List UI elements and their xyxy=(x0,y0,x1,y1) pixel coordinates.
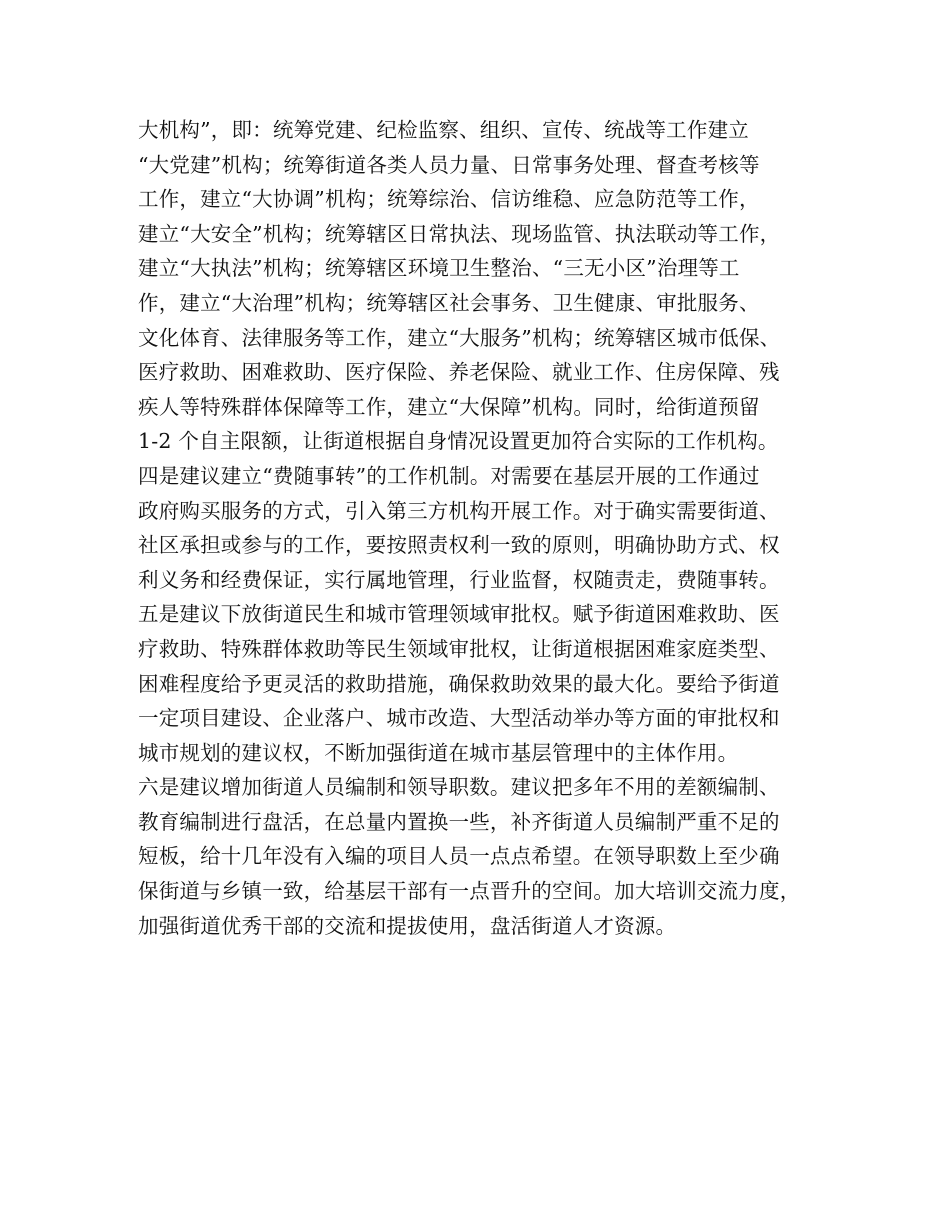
text-line: 保街道与乡镇一致，给基层干部有一点晋升的空间。加大培训交流力度， xyxy=(138,879,801,904)
text-line: 疾人等特殊群体保障等工作，建立“大保障”机构。同时，给街道预留 xyxy=(138,394,760,419)
text-line: 1-2 个自主限额，让街道根据自身情况设置更加符合实际的工作机构。 xyxy=(138,429,779,454)
text-line: 社区承担或参与的工作，要按照责权利一致的原则，明确协助方式、权 xyxy=(138,533,780,558)
text-line: 政府购买服务的方式，引入第三方机构开展工作。对于确实需要街道、 xyxy=(138,498,780,523)
text-line: 医疗救助、困难救助、医疗保险、养老保险、就业工作、住房保障、残 xyxy=(138,360,780,385)
text-line: 利义务和经费保证，实行属地管理，行业监督，权随责走，费随事转。 xyxy=(138,567,780,592)
text-line: 文化体育、法律服务等工作，建立“大服务”机构；统筹辖区城市低保、 xyxy=(138,325,781,350)
text-line: 工作，建立“大协调”机构；统筹综治、信访维稳、应急防范等工作， xyxy=(138,187,760,212)
text-line: “大党建”机构；统筹街道各类人员力量、日常事务处理、督查考核等 xyxy=(138,152,760,177)
text-line: 四是建议建立“费随事转”的工作机制。对需要在基层开展的工作通过 xyxy=(138,463,760,488)
text-line: 六是建议增加街道人员编制和领导职数。建议把多年不用的差额编制、 xyxy=(138,775,780,800)
text-line: 困难程度给予更灵活的救助措施，确保救助效果的最大化。要给予街道 xyxy=(138,671,780,696)
text-line: 大机构”，即：统筹党建、纪检监察、组织、宣传、统战等工作建立 xyxy=(138,118,749,142)
text-line: 五是建议下放街道民生和城市管理领域审批权。赋予街道困难救助、医 xyxy=(138,602,780,627)
body-text xyxy=(138,113,838,943)
text-line: 加强街道优秀干部的交流和提拔使用，盘活街道人才资源。 xyxy=(138,913,677,938)
text-line: 作，建立“大治理”机构；统筹辖区社会事务、卫生健康、审批服务、 xyxy=(138,290,760,315)
text-line: 一定项目建设、企业落户、城市改造、大型活动举办等方面的审批权和 xyxy=(138,706,780,731)
text-line: 短板，给十几年没有入编的项目人员一点点希望。在领导职数上至少确 xyxy=(138,844,780,869)
text-line: 疗救助、特殊群体救助等民生领域审批权，让街道根据困难家庭类型、 xyxy=(138,636,780,661)
text-line: 城市规划的建议权，不断加强街道在城市基层管理中的主体作用。 xyxy=(138,740,739,765)
text-line: 建立“大安全”机构；统筹辖区日常执法、现场监管、执法联动等工作， xyxy=(138,221,781,246)
text-line: 教育编制进行盘活，在总量内置换一些，补齐街道人员编制严重不足的 xyxy=(138,809,780,834)
text-line: 建立“大执法”机构；统筹辖区环境卫生整治、“三无小区”治理等工 xyxy=(138,256,740,281)
